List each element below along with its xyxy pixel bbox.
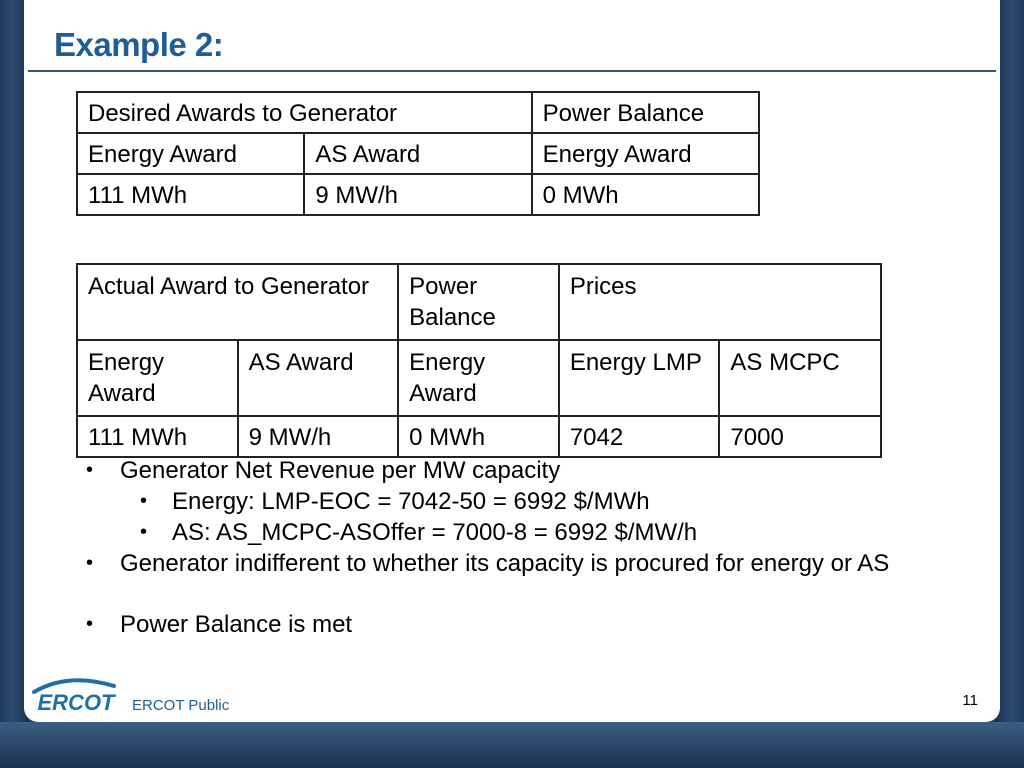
table-cell: 111 MWh [77, 416, 238, 457]
list-item [84, 517, 984, 548]
table-header-cell: Desired Awards to Generator [77, 92, 532, 133]
table-header-cell: Prices [559, 264, 881, 340]
bullet-text: Generator indifferent to whether its capacity is procured for energy or AS [120, 550, 890, 577]
table-cell: 7000 [719, 416, 881, 457]
table-cell: 111 MWh [77, 174, 304, 215]
table-row [77, 340, 881, 416]
bullet-text: Generator Net Revenue per MW capacity [120, 457, 561, 484]
table-cell: 9 MW/h [238, 416, 399, 457]
table-cell: AS MCPC [719, 340, 881, 416]
table-cell: Energy Award [77, 340, 238, 416]
bullet-icon: • [140, 490, 148, 512]
bullet-text: Energy: LMP-EOC = 7042-50 = 6992 $/MWh [172, 488, 650, 515]
logo-text: ERCOT [37, 690, 115, 715]
list-item [84, 609, 984, 640]
table-cell: AS Award [304, 133, 531, 174]
frame-left [0, 0, 24, 768]
table-cell: 7042 [559, 416, 720, 457]
table-header-cell: Actual Award to Generator [77, 264, 398, 340]
page-number: 11 [962, 692, 978, 709]
slide [24, 0, 1000, 722]
table-cell: Energy LMP [559, 340, 720, 416]
bullet-icon: • [86, 459, 94, 481]
table-cell: 0 MWh [398, 416, 559, 457]
bullet-list [84, 455, 984, 640]
ercot-logo [28, 676, 124, 716]
bottom-band [0, 722, 1024, 768]
list-item [84, 548, 984, 579]
bullet-text: Power Balance is met [120, 611, 353, 638]
bullet-icon: • [86, 613, 94, 635]
table-row [77, 416, 881, 457]
table-cell: 0 MWh [532, 174, 759, 215]
bullet-text: AS: AS_MCPC-ASOffer = 7000-8 = 6992 $/MW/h [172, 519, 698, 546]
table-cell: Energy Award [77, 133, 304, 174]
table-cell: Energy Award [532, 133, 759, 174]
list-item [84, 455, 984, 486]
table-header-cell: Power Balance [532, 92, 759, 133]
footer-label: ERCOT Public [132, 697, 230, 714]
table-cell: AS Award [238, 340, 399, 416]
table-row [77, 92, 759, 133]
table-row [77, 174, 759, 215]
desired-awards-table [76, 91, 760, 216]
table-row [77, 133, 759, 174]
table-cell: Energy Award [398, 340, 559, 416]
bullet-icon: • [140, 521, 148, 543]
frame-right [1000, 0, 1024, 768]
slide-title: Example 2: [54, 26, 224, 63]
table-header-cell: Power Balance [398, 264, 559, 340]
title-divider [28, 70, 996, 72]
table-row [77, 264, 881, 340]
list-item [84, 486, 984, 517]
actual-award-table [76, 263, 882, 458]
bullet-icon: • [86, 552, 94, 574]
table-cell: 9 MW/h [304, 174, 531, 215]
